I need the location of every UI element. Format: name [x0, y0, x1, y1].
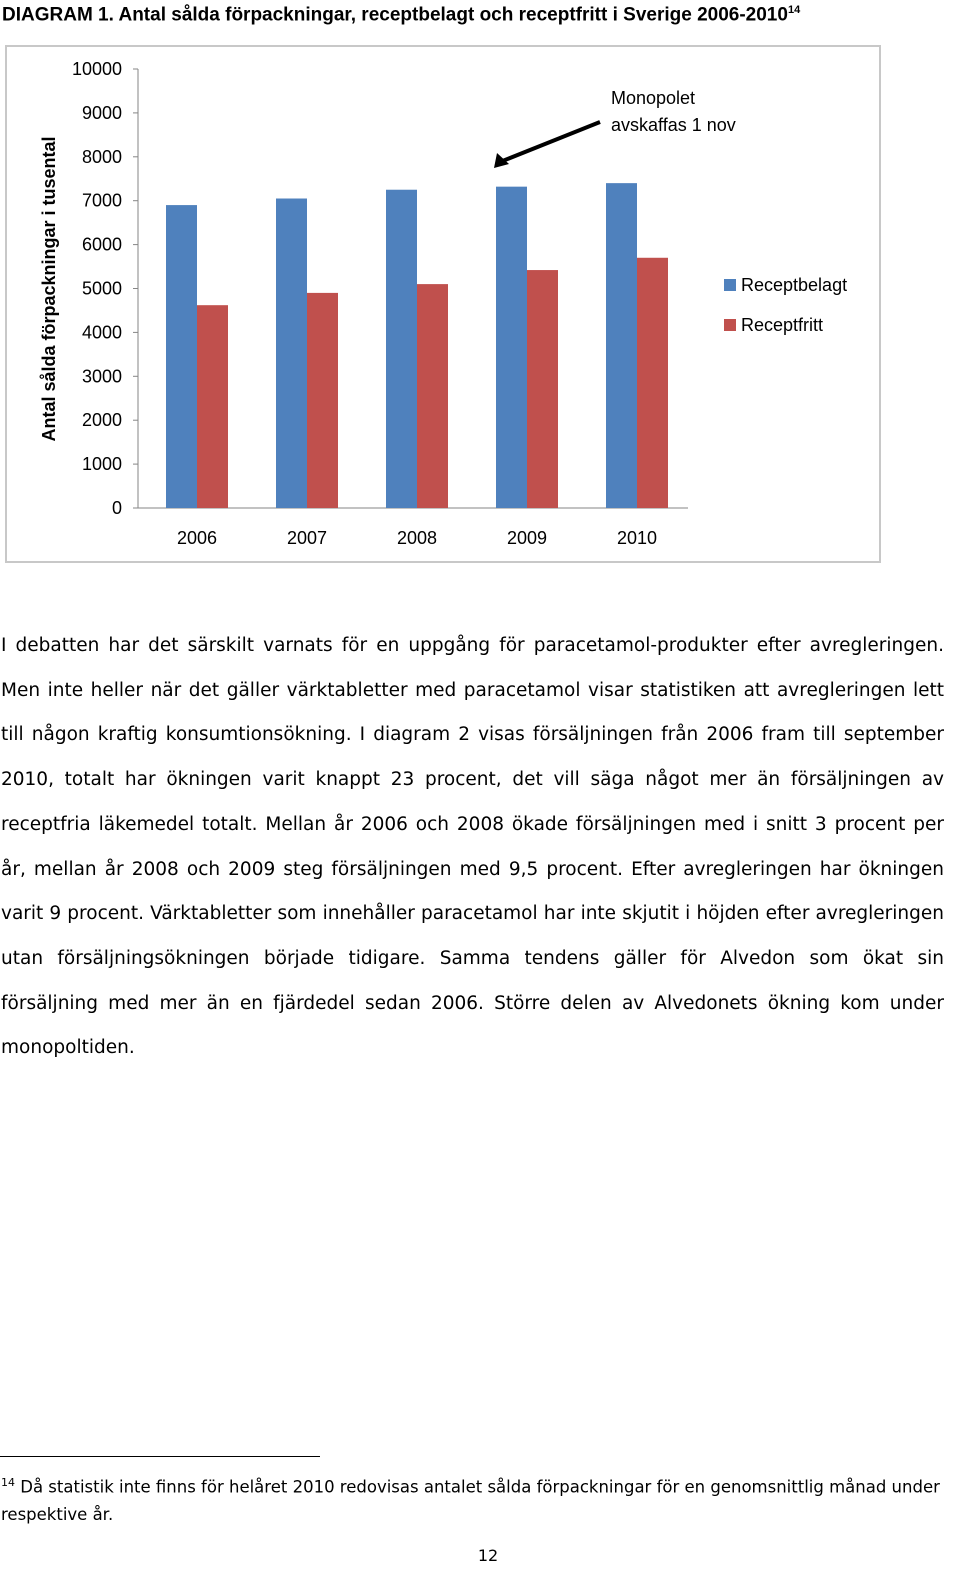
bar-receptfritt-2007 [307, 293, 338, 508]
y-tick-label: 1000 [81, 454, 122, 475]
y-tick-label: 8000 [81, 146, 122, 167]
figure-heading [2, 4, 952, 26]
footnote-reference: 14 [787, 4, 801, 16]
legend-label-receptfritt: Receptfritt [741, 315, 824, 335]
bar-receptbelagt-2008 [386, 190, 417, 508]
bar-receptfritt-2008 [417, 284, 448, 508]
footnote-number: 14 [1, 1476, 15, 1489]
body-paragraph: I debatten har det särskilt varnats för en uppgång för paracetamol-produkter efter avregleringen. Men inte heller när det gäller värktabletter med paracetamol visar statistiken att avregleringen lett till någon kraftig konsumtionsökning. I diagram 2 visas försäljningen från 2006 fram till september 2010, totalt har ökningen varit knappt 23 procent, det vill säga något mer än försäljningen av receptfria läkemedel totalt. Mellan år 2006 och 2008 ökade försäljningen med i snitt 3 procent per år, mellan år 2008 och 2009 steg försäljningen med 9,5 procent. Efter avregleringen har ökningen varit 9 procent. Värktabletter som innehåller paracetamol har inte skjutit i höjden efter avregleringen utan försäljningsökningen började tidigare. Samma tendens gäller för Alvedon som ökat sin försäljning med mer än en fjärdedel sedan 2006. Större delen av Alvedonets ökning kom under monopoltiden. [1, 635, 944, 1059]
bar-receptbelagt-2010 [606, 183, 637, 508]
bar-receptfritt-2010 [637, 258, 668, 508]
x-tick-label: 2008 [396, 528, 438, 548]
y-tick-label: 2000 [81, 410, 122, 431]
bar-receptbelagt-2009 [496, 187, 527, 508]
footnote [1, 1469, 959, 1528]
body-text [1, 624, 944, 1071]
legend-label-receptbelagt: Receptbelagt [741, 275, 848, 295]
y-tick-label: 0 [111, 498, 122, 518]
chart-frame [5, 45, 881, 563]
x-tick-label: 2006 [176, 528, 218, 548]
y-tick-label: 3000 [81, 366, 122, 387]
y-tick-label: 9000 [81, 102, 122, 123]
y-axis-title: Antal sålda förpackningar i tusental [39, 136, 59, 442]
y-tick-label: 10000 [71, 59, 122, 79]
bar-chart [7, 47, 879, 561]
x-tick-label: 2007 [286, 528, 328, 548]
legend-swatch-receptfritt [724, 319, 736, 331]
bar-receptbelagt-2006 [166, 205, 197, 508]
page-number: 12 [477, 1546, 499, 1565]
y-tick-label: 7000 [81, 190, 122, 211]
footnote-separator [0, 1456, 320, 1457]
annotation-text: avskaffas 1 nov [611, 115, 736, 135]
bar-receptbelagt-2007 [276, 199, 307, 508]
figure-title: DIAGRAM 1. Antal sålda förpackningar, receptbelagt och receptfritt i Sverige 2006-2010 [2, 4, 788, 26]
y-tick-label: 5000 [81, 278, 122, 299]
y-tick-label: 6000 [81, 234, 122, 255]
bar-receptfritt-2006 [197, 305, 228, 508]
footnote-text: Då statistik inte finns för helåret 2010 redovisas antalet sålda förpackningar för en genomsnittlig månad under respektive år. [1, 1477, 940, 1524]
annotation-text: Monopolet [611, 88, 696, 108]
x-tick-label: 2009 [506, 528, 548, 548]
legend-swatch-receptbelagt [724, 279, 736, 291]
y-tick-label: 4000 [81, 322, 122, 343]
annotation-arrow-shaft [500, 122, 600, 162]
x-tick-label: 2010 [616, 528, 658, 548]
bar-receptfritt-2009 [527, 270, 558, 508]
